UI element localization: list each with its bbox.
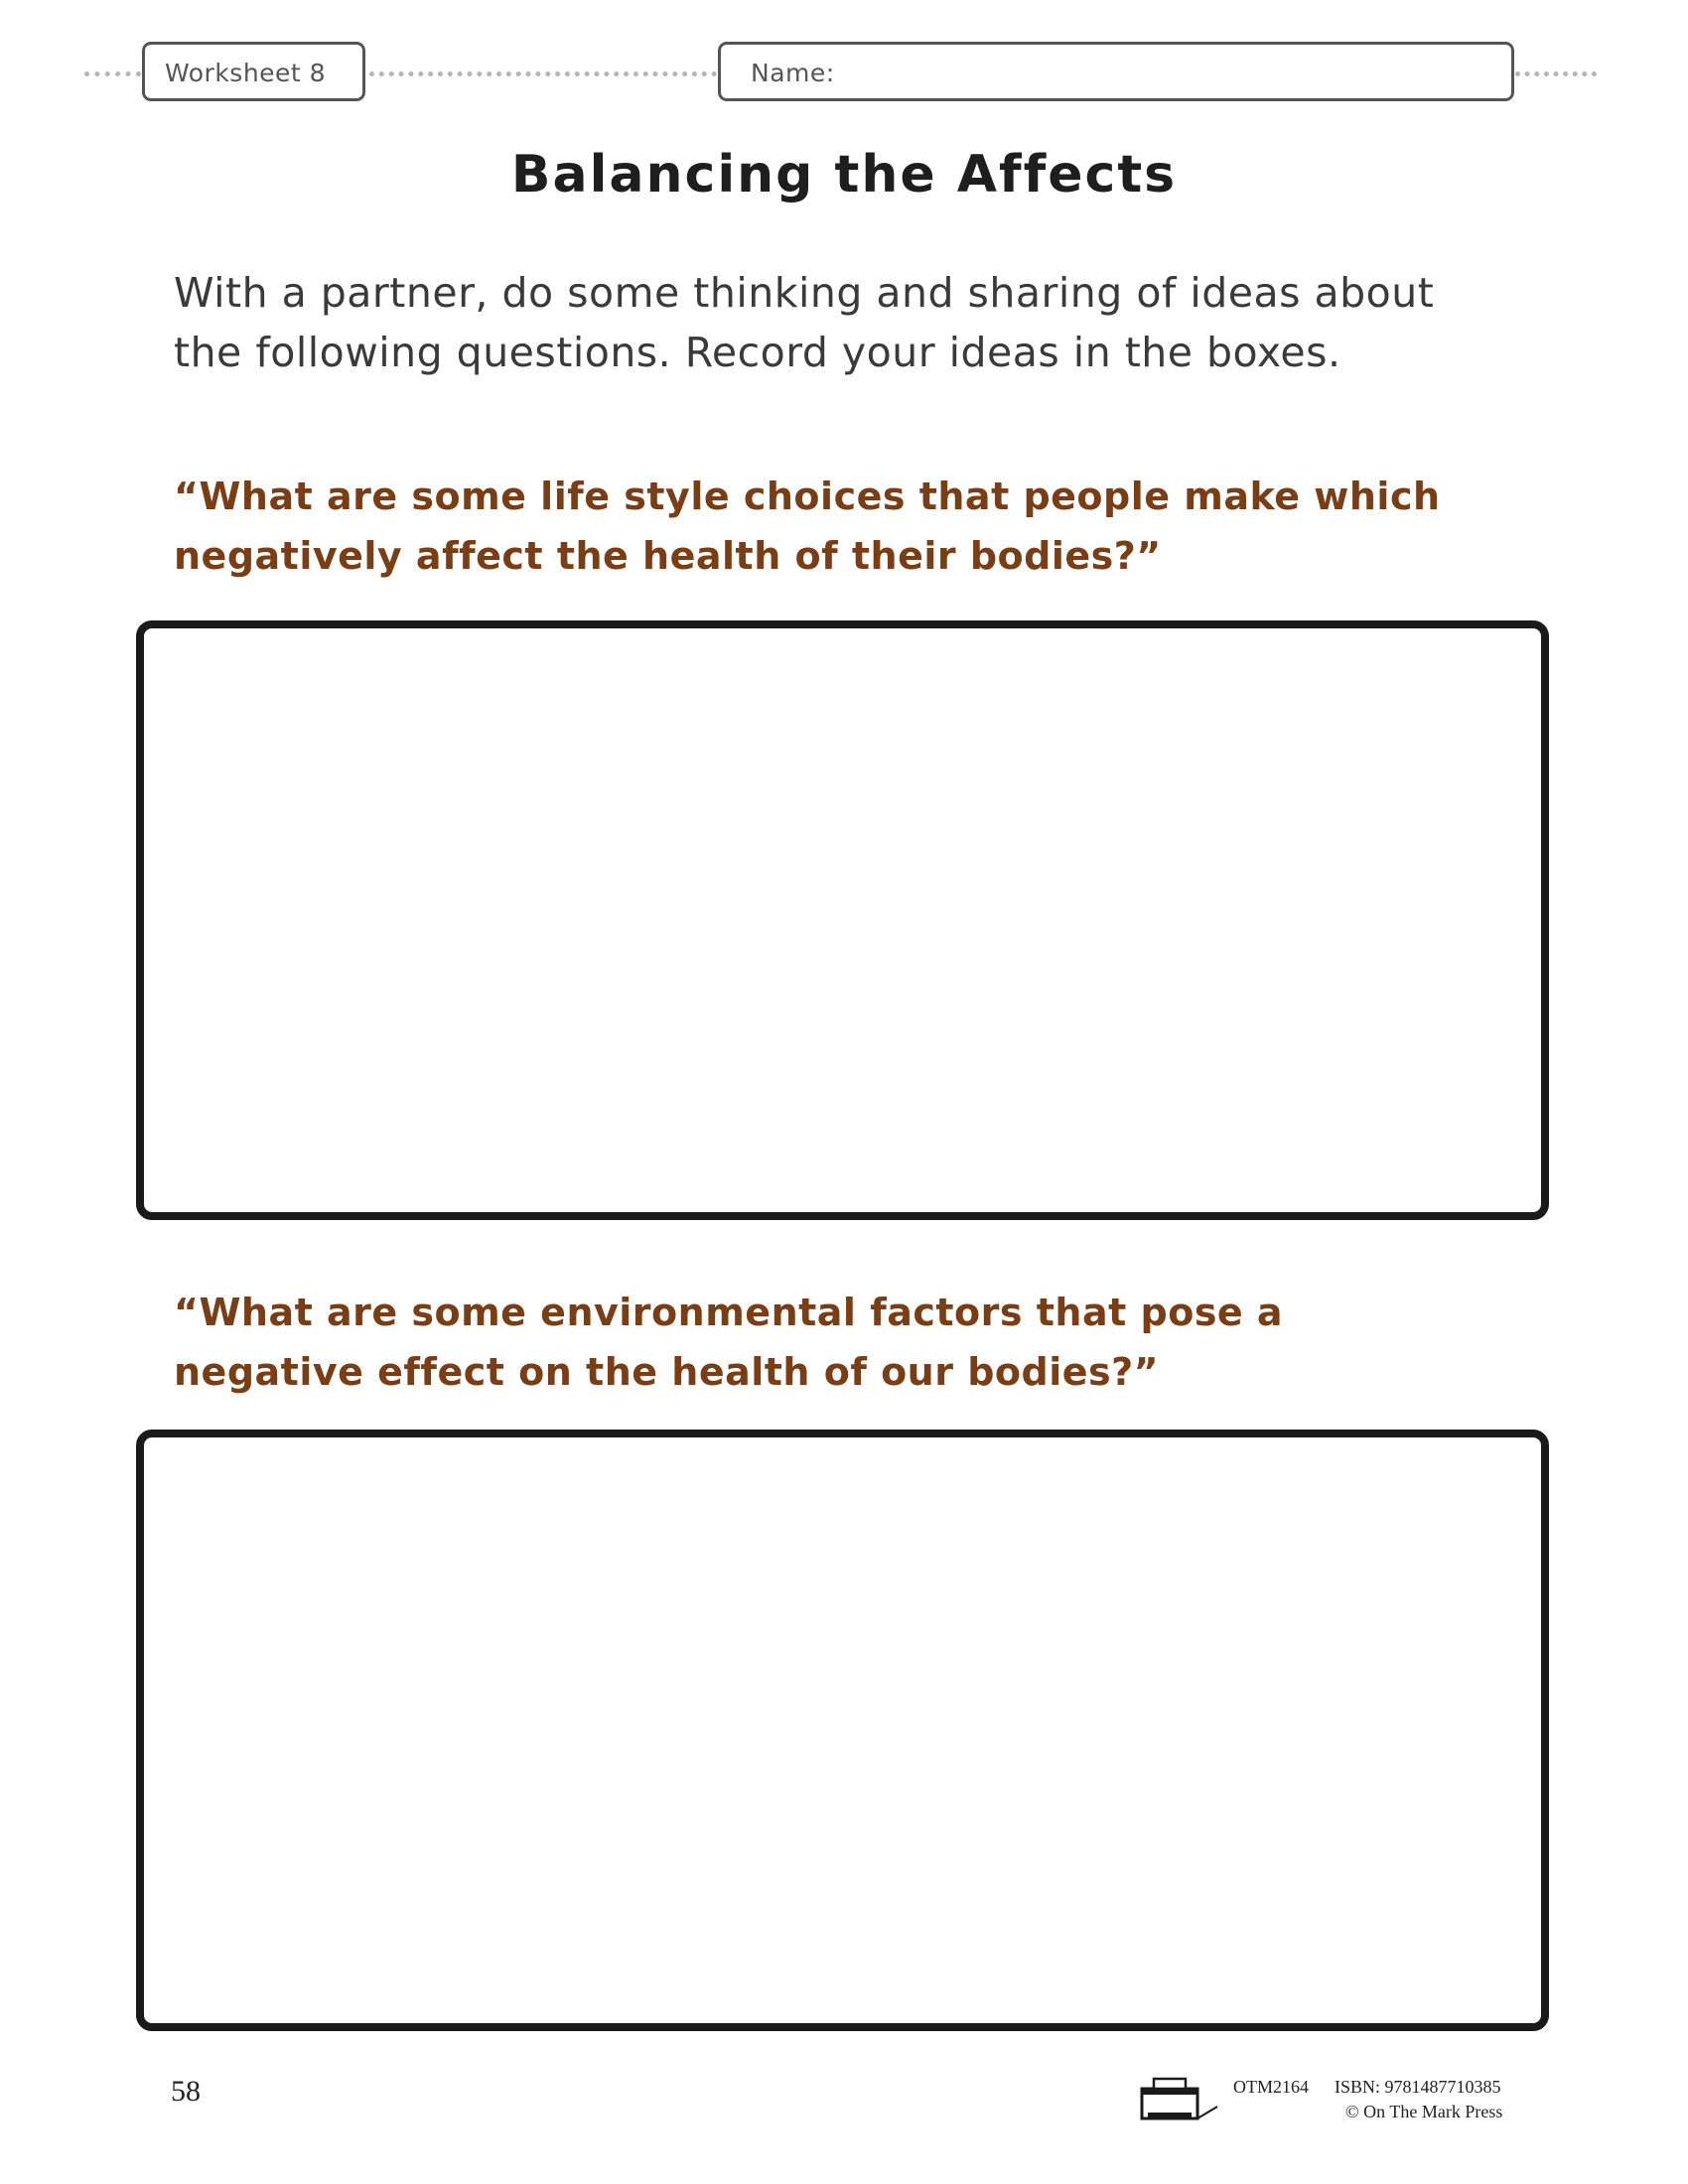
isbn: ISBN: 9781487710385 bbox=[1335, 2077, 1501, 2097]
name-label: Name: bbox=[751, 59, 835, 87]
product-code: OTM2164 bbox=[1233, 2077, 1309, 2097]
answer-box-lifestyle-choices[interactable] bbox=[136, 620, 1549, 1220]
worksheet-label: Worksheet 8 bbox=[165, 59, 327, 87]
page-title: Balancing the Affects bbox=[510, 145, 1178, 205]
answer-box-environmental-factors[interactable] bbox=[136, 1430, 1549, 2031]
header-dotted-rule-right bbox=[1515, 71, 1597, 76]
copyright: © On The Mark Press bbox=[1345, 2102, 1503, 2121]
page-number: 58 bbox=[171, 2075, 201, 2108]
question-environmental-factors: “What are some environmental factors that pose a negative effect on the health of our bodies?” bbox=[174, 1291, 1284, 1394]
header-dotted-rule-left bbox=[84, 71, 141, 76]
instructions-text: With a partner, do some thinking and sharing of ideas about the following questions. Record your ideas in the boxes. bbox=[174, 269, 1435, 376]
worksheet-tag bbox=[142, 42, 365, 101]
question-lifestyle-choices: “What are some life style choices that people make which negatively affect the health of their bodies?” bbox=[174, 475, 1441, 578]
name-field[interactable] bbox=[718, 42, 1514, 101]
header-dotted-rule-middle bbox=[369, 71, 717, 76]
printer-tray-icon bbox=[1140, 2077, 1221, 2124]
